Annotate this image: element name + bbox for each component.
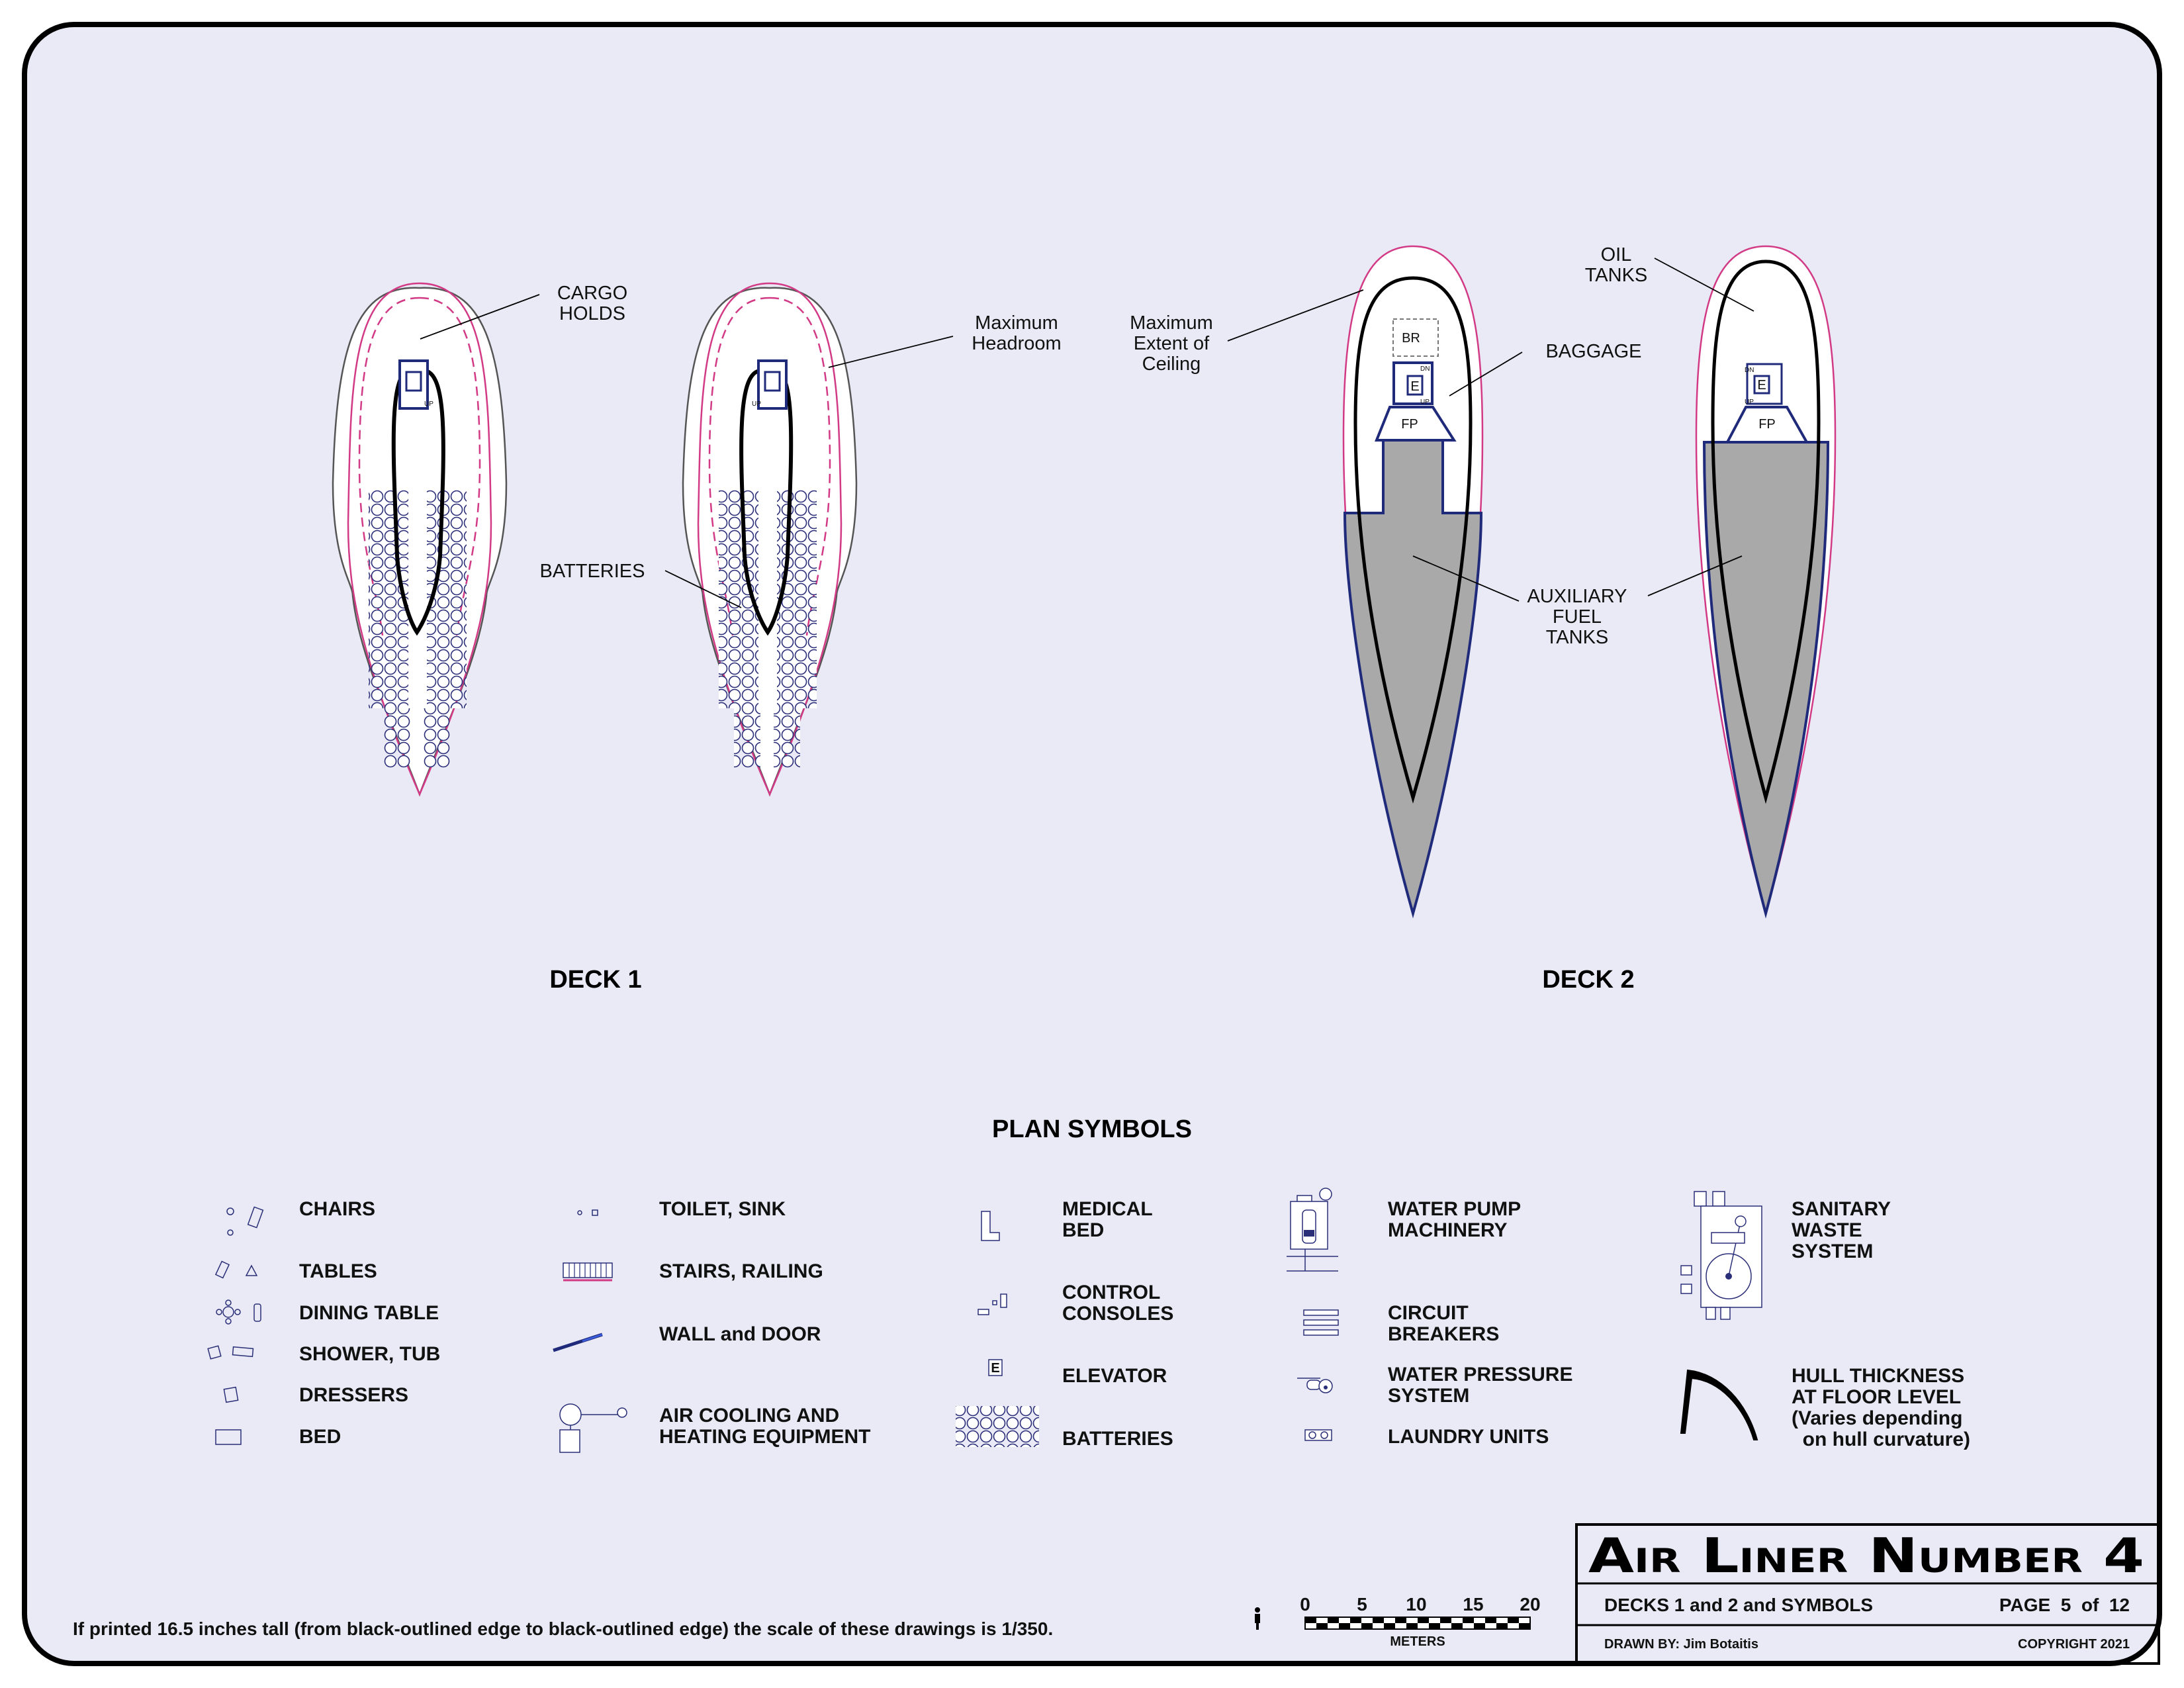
scale-tick-5: 5: [1357, 1594, 1367, 1615]
elevator-label: E: [1410, 379, 1420, 394]
battery-bank-tip-l: [734, 708, 760, 768]
console-icon: [978, 1309, 989, 1315]
stair-box: [400, 361, 428, 408]
legend-hull-1: HULL THICKNESS: [1792, 1365, 1965, 1387]
scale-tick-15: 15: [1463, 1594, 1484, 1615]
stair-dn-label: DN: [1745, 367, 1754, 374]
legend-air-1: AIR COOLING AND: [659, 1405, 840, 1427]
stair-up-label: UP: [752, 400, 761, 408]
label-cargo-1: CARGO: [557, 283, 628, 304]
room-br-label: BR: [1402, 331, 1420, 346]
label-fuel-2: FUEL: [1552, 606, 1602, 628]
legend-sanitary-3: SYSTEM: [1792, 1241, 1874, 1262]
stair-dn-label: DN: [1420, 365, 1430, 373]
legend-dining-table: DINING TABLE: [299, 1302, 439, 1324]
elevator-glyph: E: [991, 1361, 1000, 1376]
scale-note: If printed 16.5 inches tall (from black-outlined edge to black-outlined edge) the scale of these drawings is 1/350.: [73, 1618, 1054, 1639]
legend-medical-2: BED: [1062, 1219, 1105, 1241]
batteries-icon: [956, 1406, 1039, 1447]
legend-air-2: HEATING EQUIPMENT: [659, 1426, 871, 1448]
legend-control-2: CONSOLES: [1062, 1303, 1174, 1325]
legend-breakers-1: CIRCUIT: [1388, 1302, 1469, 1324]
label-extent-1: Maximum: [1130, 312, 1213, 334]
elevator-label: E: [1757, 378, 1766, 393]
legend-hull-3: (Varies depending: [1792, 1407, 1963, 1429]
legend-pressure-2: SYSTEM: [1388, 1385, 1470, 1407]
legend-medical-1: MEDICAL: [1062, 1198, 1153, 1220]
stairs-icon: [563, 1263, 612, 1278]
legend-pressure-1: WATER PRESSURE: [1388, 1364, 1573, 1385]
label-headroom-1: Maximum: [975, 312, 1058, 334]
console-icon: [1001, 1294, 1007, 1307]
label-batteries: BATTERIES: [539, 561, 645, 582]
legend-hull-2: AT FLOOR LEVEL: [1792, 1386, 1962, 1408]
legend-control-1: CONTROL: [1062, 1282, 1161, 1303]
legend-breakers-2: BREAKERS: [1388, 1323, 1500, 1345]
battery-bank-tip-r: [774, 708, 800, 768]
stair-up-label: UP: [424, 400, 433, 408]
scale-tick-0: 0: [1300, 1594, 1310, 1615]
label-headroom-2: Headroom: [972, 333, 1062, 354]
battery-bank-right: [777, 490, 817, 708]
legend-sanitary-2: WASTE: [1792, 1219, 1862, 1241]
legend-pump-2: MACHINERY: [1388, 1219, 1508, 1241]
console-icon: [993, 1301, 997, 1305]
air-cooling-icon: [560, 1404, 581, 1425]
title-block-subtitle: DECKS 1 and 2 and SYMBOLS: [1604, 1595, 1874, 1615]
air-cooling-icon: [560, 1430, 580, 1452]
label-baggage: BAGGAGE: [1545, 341, 1642, 362]
stair-box: [758, 361, 786, 408]
title-block-copyright: COPYRIGHT 2021: [2018, 1637, 2130, 1652]
label-cargo-2: HOLDS: [559, 303, 625, 324]
legend-bed: BED: [299, 1426, 341, 1448]
legend-hull-4: on hull curvature): [1792, 1429, 1971, 1450]
legend-stairs: STAIRS, RAILING: [659, 1260, 823, 1282]
label-fuel-3: TANKS: [1545, 627, 1609, 648]
title-block-title: Air Liner Number 4: [1588, 1528, 2144, 1583]
scale-tick-10: 10: [1406, 1594, 1427, 1615]
scale-unit: METERS: [1390, 1634, 1445, 1649]
legend-toilet: TOILET, SINK: [659, 1198, 786, 1220]
room-fp-label: FP: [1401, 417, 1418, 432]
legend-elevator: ELEVATOR: [1062, 1365, 1167, 1387]
deck2-title: DECK 2: [1542, 966, 1635, 994]
battery-bank-tip-l: [384, 708, 410, 768]
room-fp-label: FP: [1758, 417, 1776, 432]
legend-tables: TABLES: [299, 1260, 377, 1282]
label-oil-1: OIL: [1600, 244, 1632, 265]
breaker-icon: [1304, 1320, 1338, 1325]
breaker-icon: [1304, 1310, 1338, 1315]
legend-laundry: LAUNDRY UNITS: [1388, 1426, 1549, 1448]
label-extent-3: Ceiling: [1142, 353, 1201, 375]
legend-batteries: BATTERIES: [1062, 1428, 1173, 1450]
title-block-page: PAGE 5 of 12: [1999, 1595, 2130, 1615]
label-fuel-1: AUXILIARY: [1527, 586, 1627, 607]
stair-up-label: UP: [1420, 399, 1430, 406]
breaker-icon: [1304, 1330, 1338, 1335]
battery-bank-tip-r: [424, 708, 450, 768]
air-cooling-icon: [617, 1408, 627, 1417]
legend-pump-1: WATER PUMP: [1388, 1198, 1522, 1220]
plan-symbols-title: PLAN SYMBOLS: [992, 1115, 1192, 1143]
label-oil-2: TANKS: [1584, 265, 1648, 286]
legend-sanitary-1: SANITARY: [1792, 1198, 1891, 1220]
legend-dressers: DRESSERS: [299, 1384, 409, 1406]
stair-up-label: UP: [1745, 399, 1754, 406]
deck1-title: DECK 1: [549, 966, 642, 994]
scale-tick-20: 20: [1520, 1594, 1541, 1615]
label-extent-2: Extent of: [1133, 333, 1210, 354]
legend-wall-door: WALL and DOOR: [659, 1323, 821, 1345]
legend-chairs: CHAIRS: [299, 1198, 376, 1220]
legend-shower-tub: SHOWER, TUB: [299, 1343, 441, 1365]
title-block-drawn-by: DRAWN BY: Jim Botaitis: [1604, 1637, 1758, 1652]
